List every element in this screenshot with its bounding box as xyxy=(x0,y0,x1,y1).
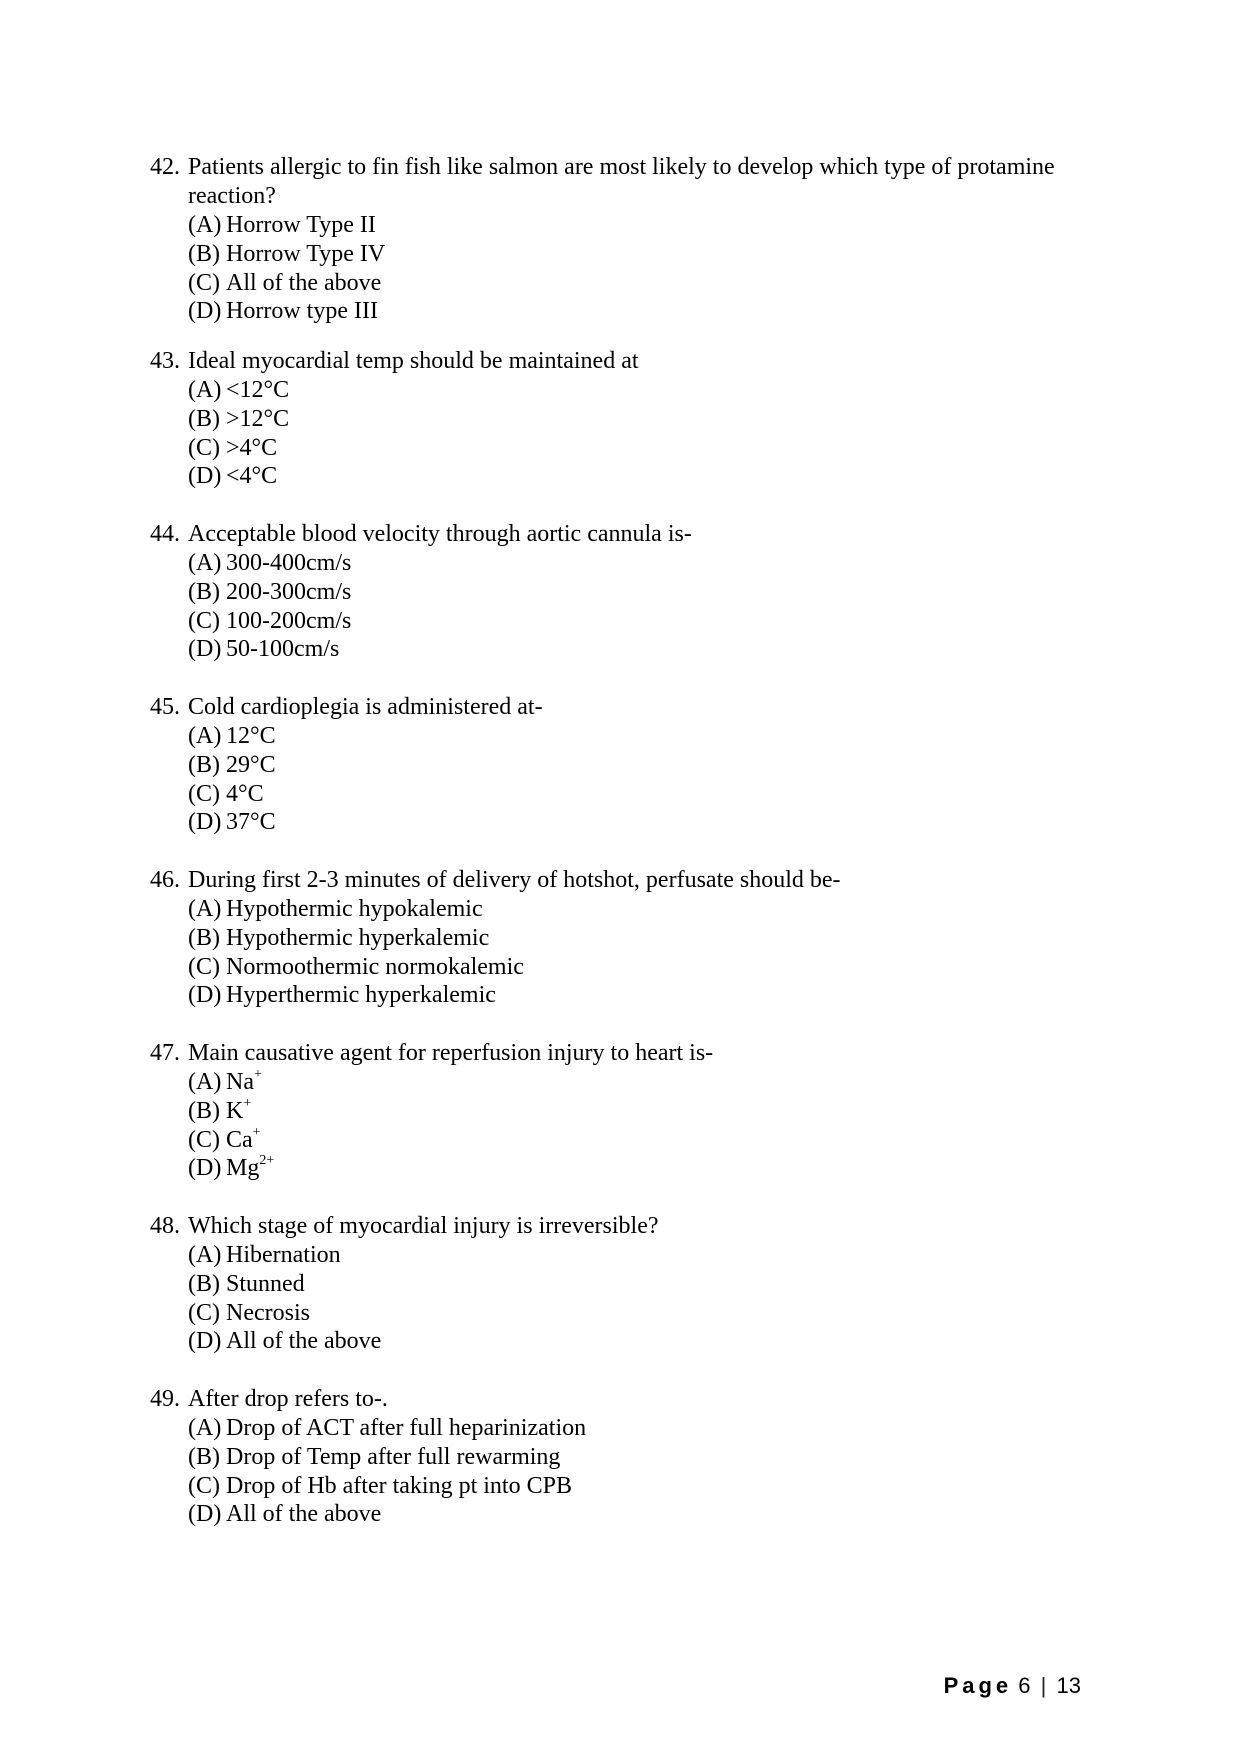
ion-symbol: Mg xyxy=(226,1155,260,1182)
ion-charge: + xyxy=(253,1067,262,1082)
option-letter: (C) xyxy=(188,780,220,807)
option-b xyxy=(188,578,1110,607)
option-b xyxy=(188,751,1110,780)
option-letter: (A) xyxy=(188,212,222,238)
question-text: After drop refers to-. xyxy=(188,1386,388,1412)
option-text: 200-300cm/s xyxy=(226,578,352,605)
option-letter: (D) xyxy=(188,1501,222,1528)
option-text: Hyperthermic hyperkalemic xyxy=(226,982,496,1009)
question-number: 47. xyxy=(150,1040,180,1066)
option-letter: (B) xyxy=(188,405,220,432)
option-c xyxy=(188,1472,1110,1501)
option-letter: (A) xyxy=(188,1242,222,1268)
question-text: Ideal myocardial temp should be maintained at xyxy=(188,348,639,374)
option-letter: (A) xyxy=(188,1069,222,1095)
ion-symbol: Na xyxy=(226,1069,254,1095)
option-text: All of the above xyxy=(226,269,382,296)
option-list xyxy=(188,722,1110,837)
option-text: Drop of Hb after taking pt into CPB xyxy=(226,1472,572,1499)
option-c xyxy=(188,780,1110,809)
option-list xyxy=(188,376,1110,491)
option-a xyxy=(188,1414,1110,1443)
option-text: >4°C xyxy=(226,434,278,461)
option-d xyxy=(188,1500,1110,1529)
option-b xyxy=(188,924,1110,953)
ion-symbol: Ca xyxy=(226,1126,253,1153)
question-text: Cold cardioplegia is administered at- xyxy=(188,694,543,720)
question-number: 46. xyxy=(150,867,180,893)
option-letter: (D) xyxy=(188,298,222,325)
option-d xyxy=(188,808,1110,837)
page-separator: | xyxy=(1040,1673,1047,1698)
question-47 xyxy=(150,1039,1110,1183)
option-text: Drop of Temp after full rewarming xyxy=(226,1443,561,1470)
question-number: 45. xyxy=(150,694,180,720)
option-a xyxy=(188,895,1110,924)
question-43 xyxy=(150,347,1110,491)
option-a xyxy=(188,1241,1110,1270)
option-letter: (C) xyxy=(188,269,220,296)
option-letter: (D) xyxy=(188,1155,222,1182)
question-text: Which stage of myocardial injury is irreversible? xyxy=(188,1213,659,1239)
option-letter: (B) xyxy=(188,1443,220,1470)
option-text xyxy=(226,1154,274,1183)
option-list xyxy=(188,1241,1110,1356)
page-footer xyxy=(944,1673,1081,1699)
option-text: Hypothermic hyperkalemic xyxy=(226,924,490,951)
option-text: Stunned xyxy=(226,1270,305,1297)
question-48 xyxy=(150,1212,1110,1356)
option-a xyxy=(188,1068,1110,1097)
option-letter: (A) xyxy=(188,377,222,403)
option-text: 4°C xyxy=(226,780,264,807)
ion-charge: + xyxy=(243,1095,252,1111)
option-text xyxy=(226,1126,261,1155)
option-c xyxy=(188,953,1110,982)
option-b xyxy=(188,1443,1110,1472)
option-list xyxy=(188,549,1110,664)
option-text: <4°C xyxy=(226,463,278,490)
option-letter: (B) xyxy=(188,1097,220,1124)
option-c xyxy=(188,607,1110,636)
option-text: Normoothermic normokalemic xyxy=(226,953,524,980)
option-text: 37°C xyxy=(226,809,276,836)
current-page-number: 6 xyxy=(1018,1673,1031,1698)
option-letter: (B) xyxy=(188,240,220,267)
option-letter: (C) xyxy=(188,1299,220,1326)
question-number: 48. xyxy=(150,1213,180,1239)
option-letter: (B) xyxy=(188,924,220,951)
option-d xyxy=(188,297,1110,326)
option-text: Horrow type III xyxy=(226,298,378,325)
option-a xyxy=(188,376,1110,405)
option-letter: (C) xyxy=(188,1472,220,1499)
option-a xyxy=(188,722,1110,751)
option-a xyxy=(188,549,1110,578)
option-letter: (B) xyxy=(188,751,220,778)
page-label: Page xyxy=(943,1673,1013,1698)
question-number: 49. xyxy=(150,1386,180,1412)
ion-charge: 2+ xyxy=(259,1153,275,1169)
option-c xyxy=(188,269,1110,298)
total-pages: 13 xyxy=(1056,1673,1081,1698)
question-42 xyxy=(150,153,1110,326)
ion-symbol: K xyxy=(226,1097,244,1124)
question-number: 42. xyxy=(150,154,180,180)
option-letter: (D) xyxy=(188,982,222,1009)
option-letter: (A) xyxy=(188,723,222,749)
question-46 xyxy=(150,866,1110,1010)
option-letter: (B) xyxy=(188,578,220,605)
option-text: 300-400cm/s xyxy=(226,550,352,576)
option-text: >12°C xyxy=(226,405,290,432)
option-letter: (B) xyxy=(188,1270,220,1297)
option-letter: (C) xyxy=(188,607,220,634)
option-letter: (C) xyxy=(188,1126,220,1153)
option-letter: (D) xyxy=(188,463,222,490)
option-letter: (A) xyxy=(188,896,222,922)
option-d xyxy=(188,981,1110,1010)
option-text: 100-200cm/s xyxy=(226,607,352,634)
question-text: Patients allergic to fin fish like salmon are most likely to develop which type of protamine reaction? xyxy=(188,154,1055,209)
option-letter: (D) xyxy=(188,636,222,663)
option-letter: (A) xyxy=(188,550,222,576)
question-44 xyxy=(150,520,1110,664)
option-text: Hypothermic hypokalemic xyxy=(226,896,483,922)
option-d xyxy=(188,635,1110,664)
question-text: Acceptable blood velocity through aortic cannula is- xyxy=(188,521,692,547)
option-list xyxy=(188,1414,1110,1529)
option-d xyxy=(188,462,1110,491)
option-list xyxy=(188,1068,1110,1183)
option-text: All of the above xyxy=(226,1501,382,1528)
option-text xyxy=(226,1068,262,1097)
option-c xyxy=(188,434,1110,463)
option-letter: (D) xyxy=(188,1328,222,1355)
option-letter: (C) xyxy=(188,434,220,461)
option-b xyxy=(188,1097,1110,1126)
ion-charge: + xyxy=(252,1124,261,1140)
option-b xyxy=(188,405,1110,434)
question-number: 43. xyxy=(150,348,180,374)
option-c xyxy=(188,1126,1110,1155)
option-d xyxy=(188,1154,1110,1183)
option-letter: (D) xyxy=(188,809,222,836)
option-text: 29°C xyxy=(226,751,276,778)
option-text: 50-100cm/s xyxy=(226,636,340,663)
question-number: 44. xyxy=(150,521,180,547)
option-text: Hibernation xyxy=(226,1242,341,1268)
option-a xyxy=(188,211,1110,240)
option-d xyxy=(188,1327,1110,1356)
option-b xyxy=(188,1270,1110,1299)
option-list xyxy=(188,895,1110,1010)
question-49 xyxy=(150,1385,1110,1529)
option-letter: (C) xyxy=(188,953,220,980)
option-list xyxy=(188,211,1110,326)
question-text: During first 2-3 minutes of delivery of hotshot, perfusate should be- xyxy=(188,867,841,893)
option-text: Horrow Type IV xyxy=(226,240,386,267)
option-text: 12°C xyxy=(226,723,276,749)
option-text: Drop of ACT after full heparinization xyxy=(226,1415,587,1441)
option-text: Horrow Type II xyxy=(226,212,376,238)
option-text: Necrosis xyxy=(226,1299,310,1326)
option-letter: (A) xyxy=(188,1415,222,1441)
question-45 xyxy=(150,693,1110,837)
option-b xyxy=(188,240,1110,269)
question-text: Main causative agent for reperfusion injury to heart is- xyxy=(188,1040,714,1066)
option-text: All of the above xyxy=(226,1328,382,1355)
option-text xyxy=(226,1097,251,1126)
option-text: <12°C xyxy=(226,377,290,403)
option-c xyxy=(188,1299,1110,1328)
